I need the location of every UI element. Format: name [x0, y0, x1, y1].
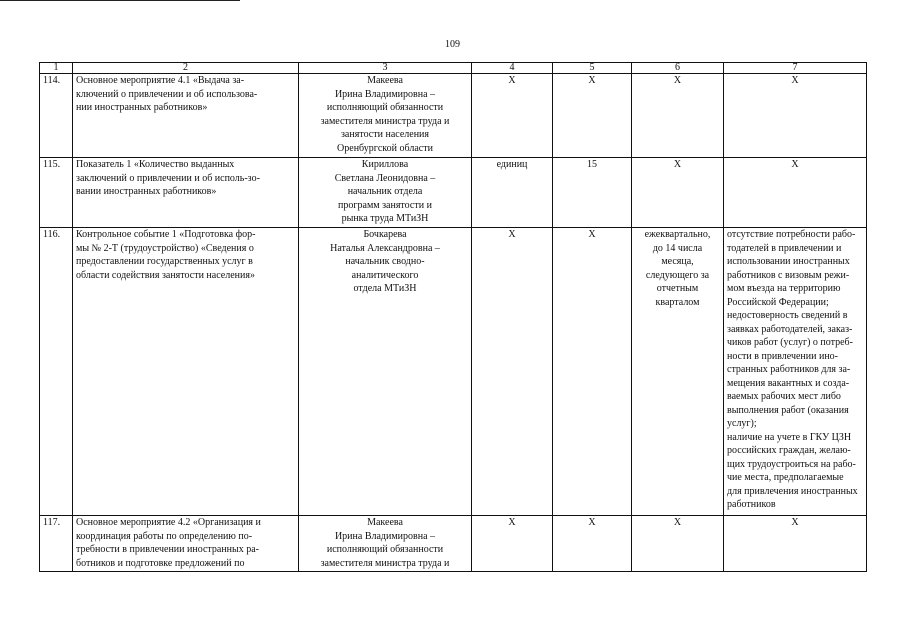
column-number: 3	[299, 63, 472, 74]
measures-table	[39, 62, 867, 572]
column-number: 2	[73, 63, 299, 74]
column-number: 6	[632, 63, 724, 74]
value-cell: Х	[553, 74, 632, 158]
row-number: 115.	[40, 158, 73, 228]
row-number: 116.	[40, 228, 73, 516]
measure-name: Показатель 1 «Количество выданных заключений о привлечении и об исполь-зо- вании иностранных работников»	[73, 158, 299, 228]
table-row	[40, 74, 867, 158]
value-cell: 15	[553, 158, 632, 228]
unit-cell: Х	[472, 74, 553, 158]
table-row	[40, 516, 867, 572]
column-number: 7	[724, 63, 867, 74]
responsible-person: Макеева Ирина Владимировна – исполняющий обязанности заместителя министра труда и занятости населения Оренбургской области	[299, 74, 472, 158]
responsible-person: Кириллова Светлана Леонидовна – начальник отдела программ занятости и рынка труда МТиЗН	[299, 158, 472, 228]
note-cell: Х	[724, 74, 867, 158]
unit-cell: Х	[472, 516, 553, 572]
top-rule	[0, 0, 240, 1]
period-cell: Х	[632, 74, 724, 158]
period-cell: Х	[632, 158, 724, 228]
column-number: 5	[553, 63, 632, 74]
note-cell: Х	[724, 158, 867, 228]
measure-name: Контрольное событие 1 «Подготовка фор- мы № 2-Т (трудоустройство) «Сведения о предоставлении государственных услуг в области содействия занятости населения»	[73, 228, 299, 516]
row-number: 114.	[40, 74, 73, 158]
note-cell: Х	[724, 516, 867, 572]
column-number: 1	[40, 63, 73, 74]
period-cell: ежеквартально, до 14 числа месяца, следующего за отчетным кварталом	[632, 228, 724, 516]
table-row	[40, 158, 867, 228]
page-number: 109	[445, 39, 460, 50]
column-number-row	[40, 63, 867, 74]
measure-name: Основное мероприятие 4.2 «Организация и координация работы по определению по- требности в привлечении иностранных ра- ботников и подготовке предложений по	[73, 516, 299, 572]
table-row	[40, 228, 867, 516]
unit-cell: единиц	[472, 158, 553, 228]
value-cell: Х	[553, 516, 632, 572]
responsible-person: Макеева Ирина Владимировна – исполняющий обязанности заместителя министра труда и	[299, 516, 472, 572]
note-cell: отсутствие потребности рабо- тодателей в привлечении и использовании иностранных работников с визовым режи- мом въезда на территорию Российской Федерации; недостоверность сведений в заявках работодателей, заказ- чиков работ (услуг) о потреб- ности в привлечении ино- странных работников для за- мещения вакантных и созда- ваемых рабочих мест либо выполнения работ (оказания услуг); наличие на учете в ГКУ ЦЗН российских граждан, желаю- щих трудоустроиться на рабо- чие места, предполагаемые для привлечения иностранных работников	[724, 228, 867, 516]
responsible-person: Бочкарева Наталья Александровна – начальник сводно- аналитического отдела МТиЗН	[299, 228, 472, 516]
value-cell: Х	[553, 228, 632, 516]
period-cell: Х	[632, 516, 724, 572]
measure-name: Основное мероприятие 4.1 «Выдача за- ключений о привлечении и об использова- нии иностранных работников»	[73, 74, 299, 158]
unit-cell: Х	[472, 228, 553, 516]
row-number: 117.	[40, 516, 73, 572]
column-number: 4	[472, 63, 553, 74]
